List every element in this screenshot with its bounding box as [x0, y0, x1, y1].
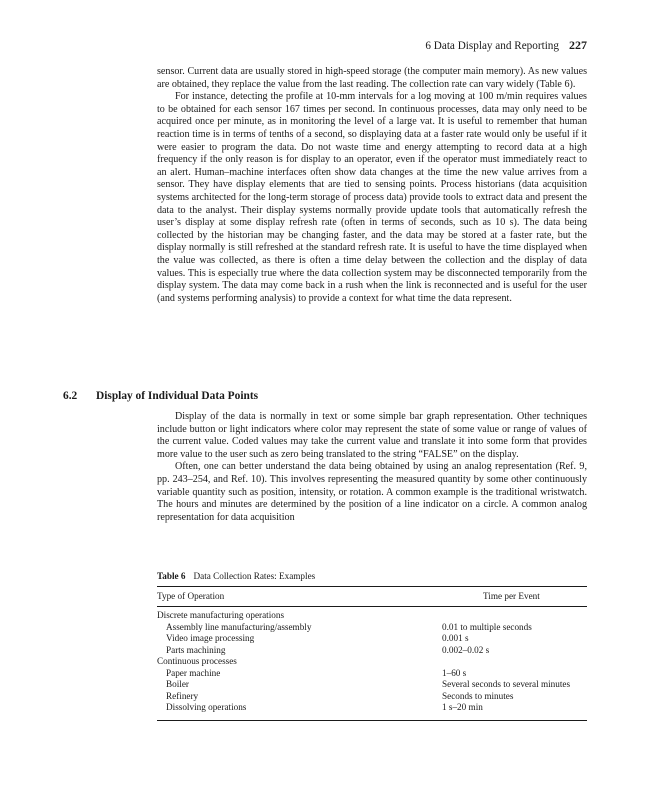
cell-operation: Assembly line manufacturing/assembly: [166, 621, 312, 632]
table-caption: [157, 570, 587, 582]
cell-time: 0.002–0.02 s: [442, 644, 490, 655]
cell-time: 0.01 to multiple seconds: [442, 621, 532, 632]
body-text-upper: [157, 66, 587, 305]
cell-operation: Discrete manufacturing operations: [157, 610, 285, 620]
table-row: [157, 702, 587, 714]
table-bottom-rule: [157, 720, 587, 721]
table-header-row: [157, 587, 587, 606]
table-group-row: [157, 656, 587, 668]
cell-time: [442, 610, 587, 622]
page-number: 227: [569, 38, 587, 52]
running-head: [160, 38, 587, 53]
table-caption-text: Data Collection Rates: Examples: [193, 571, 316, 581]
cell-operation: Refinery: [166, 690, 199, 701]
section-number: 6.2: [63, 390, 78, 402]
section-title: Display of Individual Data Points: [96, 390, 259, 402]
paragraph: sensor. Current data are usually stored in high-speed storage (the computer main memory). As new values are obtained, they replace the value from the last reading. The collection rate can vary widely (Table 6).: [157, 66, 587, 90]
table-row: [157, 668, 587, 680]
table-label: Table 6: [157, 571, 186, 581]
cell-operation: Video image processing: [166, 633, 255, 643]
data-collection-rates-table: [157, 570, 587, 721]
cell-operation: Continuous processes: [157, 656, 237, 666]
table-body: [157, 607, 587, 720]
table-row: [157, 691, 587, 703]
table-row: [157, 679, 587, 691]
cell-time: 1–60 s: [442, 667, 467, 678]
cell-time: [442, 656, 587, 668]
table-row: [157, 633, 587, 645]
cell-time: 1 s–20 min: [442, 702, 483, 712]
table-row: [157, 622, 587, 634]
cell-operation: Paper machine: [166, 667, 221, 678]
section-heading: [63, 389, 258, 403]
column-header-operation: Type of Operation: [157, 591, 225, 601]
cell-operation: Boiler: [166, 679, 189, 689]
cell-time: Seconds to minutes: [442, 690, 514, 701]
cell-time: 0.001 s: [442, 633, 469, 643]
table-group-row: [157, 610, 587, 622]
paragraph: Often, one can better understand the data being obtained by using an analog representation (Ref. 9, pp. 243–254, and Ref. 10). This involves representing the measured quantity by some other continuously variable quantity such as position, intensity, or rotation. A common example is the traditional wristwatch. The hours and minutes are determined by the position of a line indicator on a circle. A common analog representation for data acquisition: [157, 461, 587, 523]
body-text-lower: [157, 411, 587, 524]
column-header-time: Time per Event: [483, 591, 540, 601]
cell-time: Several seconds to several minutes: [442, 679, 571, 689]
table-row: [157, 645, 587, 657]
cell-operation: Parts machining: [166, 644, 226, 655]
chapter-title: 6 Data Display and Reporting: [425, 40, 559, 52]
paragraph: For instance, detecting the profile at 10-mm intervals for a log moving at 100 m/min requires values to be obtained for each sensor 167 times per second. In continuous processes, data may only need to be acquired once per minute, as in monitoring the level of a large vat. It is useful to remember that human reaction time is in terms of tenths of a second, so displaying data at a faster rate would only be useful if it were easier to program the data. Do not waste time and energy attempting to record data at a high frequency if the only reason is for display to an operator, even if the operator must immediately react to an alert. Human–machine interfaces often show data changes at the time the new value arrives from a sensor. They have display elements that are tied to sensing points. Process historians (data acquisition systems architected for the long-term storage of process data) provide tools to extract data and present the data to the analyst. Their display systems normally provide update tools that automatically refresh the user’s display at some display refresh rate (often in terms of seconds, such as 10 s). The data being collected by the historian may be changing faster, and the data may be stored at a faster rate, but the display normally is still refreshed at the standard refresh rate. It is useful to have the time displayed when the value was collected, as there is often a time delay between the collection and the display of data values. This is especially true where the data collection system may be disconnected temporarily from the display system. The data may come back in a rush when the link is reconnected and is useful for the user (and systems performing analysis) to provide a context for what time the data represent.: [157, 91, 587, 304]
paragraph: Display of the data is normally in text or some simple bar graph representation. Other techniques include button or light indicators where color may represent the state of some value or range of values of the current value. Coded values may take the current value and translate it into some form that provides more value to the user such as zero being translated to the string “FALSE” on the display.: [157, 411, 587, 460]
cell-operation: Dissolving operations: [166, 702, 247, 712]
